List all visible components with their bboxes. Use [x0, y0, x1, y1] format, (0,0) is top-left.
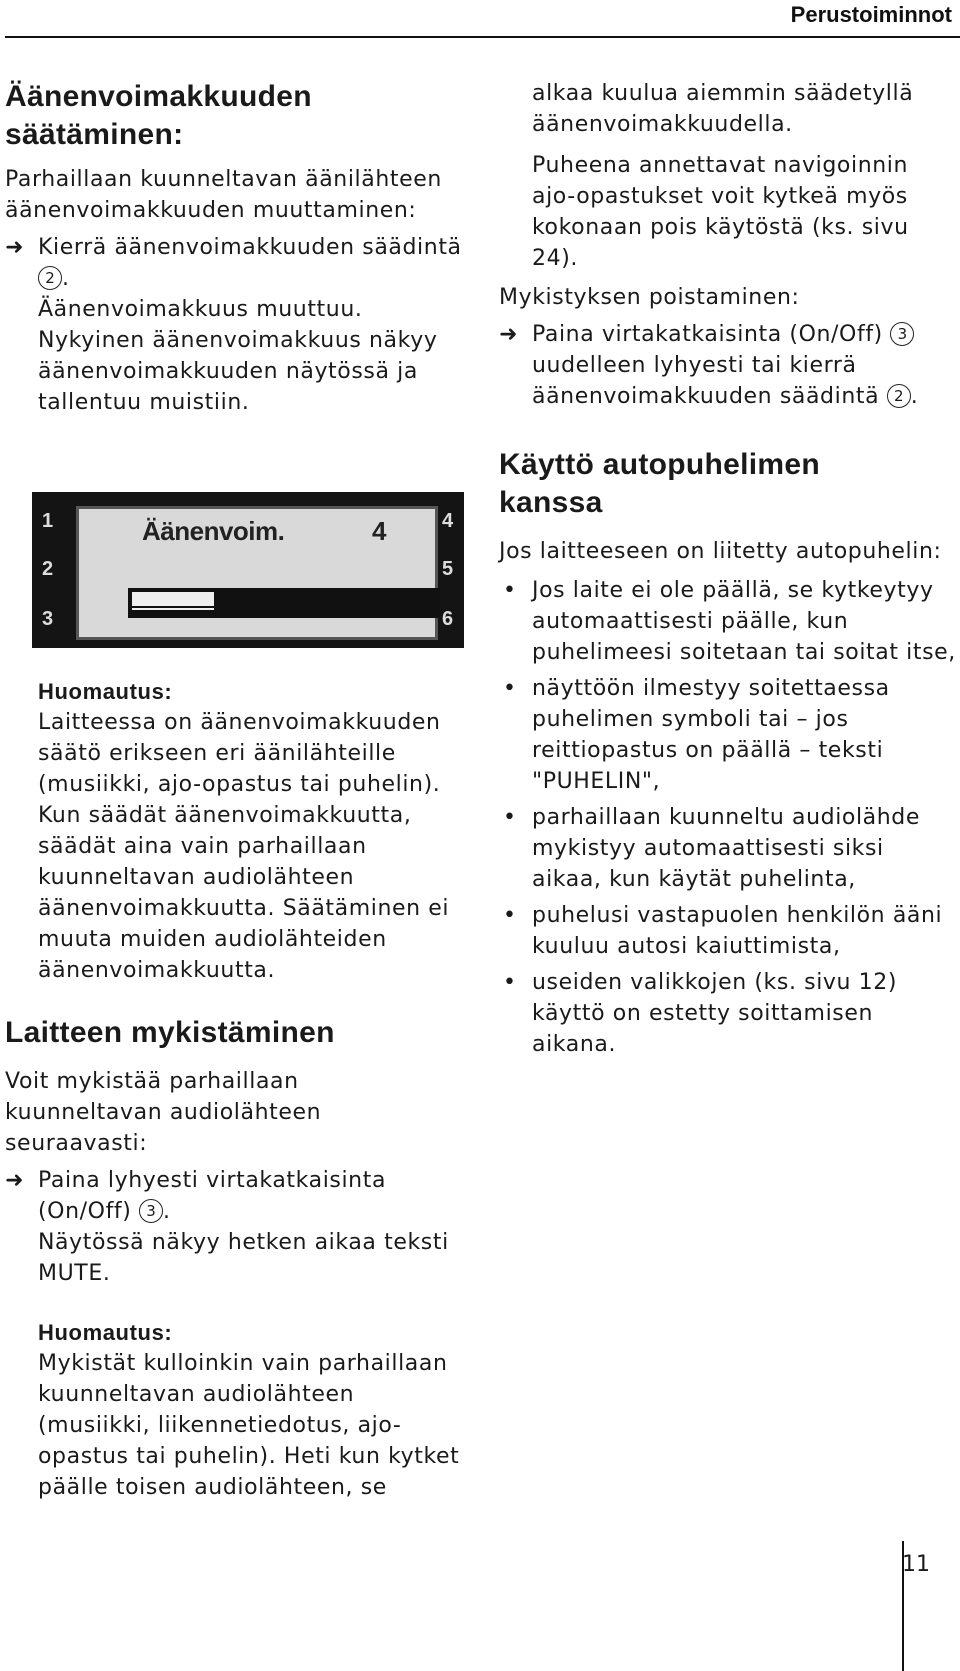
preset-number: 2	[42, 558, 54, 580]
mute-step: ➜ Paina lyhyesti virtakatkaisinta (On/Off) 3 .	[5, 1165, 463, 1227]
bullet-icon: •	[503, 676, 517, 701]
preset-number: 6	[442, 608, 454, 630]
section-heading-mute: Laitteen mykistäminen	[5, 1016, 335, 1049]
note-text: Mykistät kulloinkin vain parhaillaan kuunneltavan audiolähteen (musiikki, liikennetiedotus, ajo-opastus tai puhelin). Heti kun kytket päälle toisen audiolähteen, se	[38, 1351, 460, 1500]
volume-display-illustration	[32, 492, 464, 648]
list-item: • näyttöön ilmestyy soitettaessa puhelimen symboli tai – jos reittiopastus on päällä – teksti "PUHELIN",	[499, 673, 956, 797]
section-heading-phone: Käyttö autopuhelimen kanssa	[499, 448, 821, 519]
preset-number: 4	[442, 510, 454, 532]
list-item: • useiden valikkojen (ks. sivu 12) käyttö on estetty soittamisen aikana.	[499, 967, 956, 1060]
bullet-icon: •	[503, 578, 517, 603]
bullet-icon: •	[503, 805, 517, 830]
volume-result: Äänenvoimakkuus muuttuu. Nykyinen äänenvoimakkuus näkyy äänenvoimakkuuden näytössä ja tallentuu muistiin.	[38, 297, 438, 415]
display-value: 4	[372, 516, 387, 546]
bullet-icon: •	[503, 970, 517, 995]
volume-intro: Parhaillaan kuunneltavan äänilähteen äänenvoimakkuuden muuttaminen:	[5, 167, 442, 223]
continued-text: alkaa kuulua aiemmin säädetyllä äänenvoimakkuudella.	[532, 81, 914, 137]
control-ref-3-icon: 3	[139, 1199, 163, 1223]
list-item: • Jos laite ei ole päällä, se kytkeytyy automaattisesti päälle, kun puhelimeesi soitetaan tai soitat itse,	[499, 575, 956, 668]
right-column	[499, 78, 956, 1065]
phone-bullet-list	[499, 575, 956, 1060]
navigation-info: Puheena annettavat navigoinnin ajo-opastukset voit kytkeä myös kokonaan pois käytöstä (ks. sivu 24).	[532, 153, 909, 271]
volume-step: ➜ Kierrä äänenvoimakkuuden säädintä 2 .	[5, 232, 463, 294]
list-item: • puhelusi vastapuolen henkilön ääni kuuluu autosi kaiuttimista,	[499, 900, 956, 962]
volume-level-divider	[132, 606, 214, 608]
arrow-icon: ➜	[499, 322, 519, 347]
preset-number: 5	[442, 558, 454, 580]
note-title: Huomautus:	[38, 1320, 173, 1345]
left-column-lower	[5, 676, 463, 1503]
section-heading-volume: Äänenvoimakkuuden säätäminen:	[5, 80, 312, 151]
list-item: • parhaillaan kuunneltu audiolähde mykistyy automaattisesti siksi aikaa, kun käytät puhelinta,	[499, 802, 956, 895]
arrow-icon: ➜	[5, 1168, 25, 1193]
arrow-icon: ➜	[5, 235, 25, 260]
mute-result: Näytössä näkyy hetken aikaa teksti MUTE.	[38, 1230, 449, 1286]
note-title: Huomautus:	[38, 679, 173, 704]
preset-number: 3	[42, 608, 54, 630]
unmute-step: ➜ Paina virtakatkaisinta (On/Off) 3 uudelleen lyhyesti tai kierrä äänenvoimakkuuden säädintä 2 .	[499, 319, 956, 412]
display-label: Äänenvoim.	[142, 516, 285, 546]
mute-intro: Voit mykistää parhaillaan kuunneltavan audiolähteen seuraavasti:	[5, 1069, 322, 1156]
preset-number: 1	[42, 510, 54, 532]
control-ref-2-icon: 2	[887, 384, 911, 408]
note-text: Laitteessa on äänenvoimakkuuden säätö erikseen eri äänilähteille (musiikki, ajo-opastus tai puhelin). Kun säädät äänenvoimakkuutta, säädät aina vain parhaillaan kuunneltavan audiolähteen äänenvoimakkuutta. Säätäminen ei muuta muiden audiolähteiden äänenvoimakkuutta.	[38, 710, 450, 983]
control-ref-3-icon: 3	[890, 322, 914, 346]
bullet-icon: •	[503, 903, 517, 928]
left-column	[5, 78, 463, 418]
control-ref-2-icon: 2	[38, 266, 62, 290]
unmute-title: Mykistyksen poistaminen:	[499, 285, 800, 310]
header-rule	[5, 36, 960, 38]
running-header: Perustoiminnot	[790, 2, 952, 27]
page-number: 11	[902, 1552, 930, 1577]
phone-intro: Jos laitteeseen on liitetty autopuhelin:	[499, 539, 942, 564]
